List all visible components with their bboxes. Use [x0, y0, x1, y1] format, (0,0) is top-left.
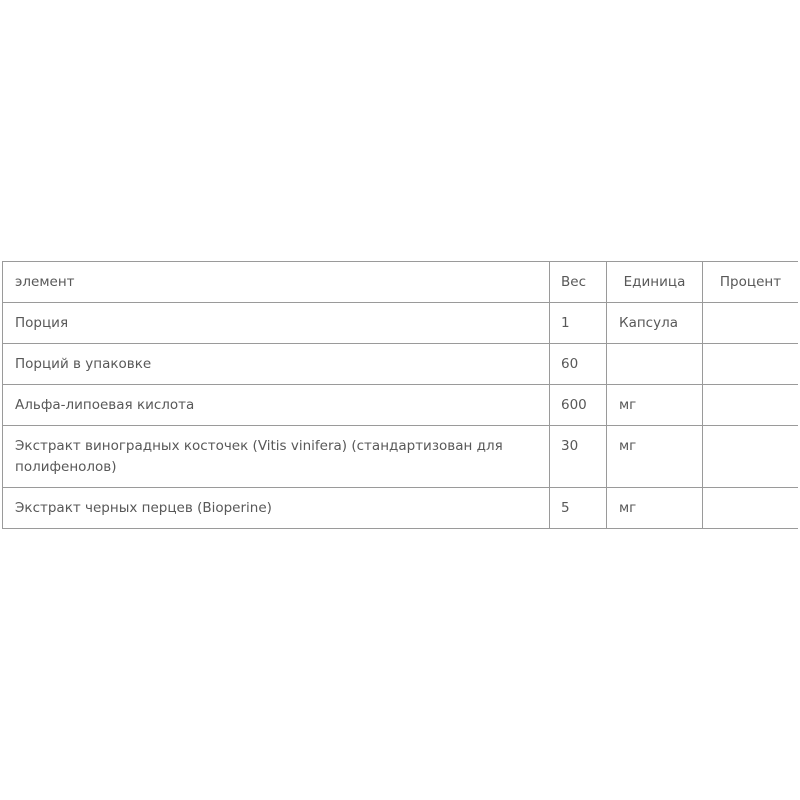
cell-element: Экстракт виноградных косточек (Vitis vinifera) (стандартизован для полифенолов) [3, 426, 550, 488]
cell-element: Порция [3, 303, 550, 344]
header-weight: Вес [550, 262, 607, 303]
cell-weight: 5 [550, 488, 607, 529]
header-element: элемент [3, 262, 550, 303]
table-row [3, 344, 799, 385]
table-row [3, 488, 799, 529]
cell-unit: мг [607, 488, 703, 529]
cell-percent [703, 385, 799, 426]
supplement-facts-table-wrapper [2, 261, 798, 540]
cell-percent [703, 303, 799, 344]
cell-element: Экстракт черных перцев (Bioperine) [3, 488, 550, 529]
header-unit: Единица [607, 262, 703, 303]
cell-element: Альфа-липоевая кислота [3, 385, 550, 426]
supplement-facts-table [2, 261, 798, 529]
cell-unit: мг [607, 385, 703, 426]
cell-unit: мг [607, 426, 703, 488]
cell-element: Порций в упаковке [3, 344, 550, 385]
cell-weight: 600 [550, 385, 607, 426]
cell-percent [703, 488, 799, 529]
table-header-row [3, 262, 799, 303]
cell-weight: 1 [550, 303, 607, 344]
cell-weight: 30 [550, 426, 607, 488]
table-row [3, 385, 799, 426]
cell-percent [703, 344, 799, 385]
cell-percent [703, 426, 799, 488]
table-row [3, 303, 799, 344]
cell-weight: 60 [550, 344, 607, 385]
header-percent: Процент [703, 262, 799, 303]
cell-unit [607, 344, 703, 385]
cell-unit: Капсула [607, 303, 703, 344]
table-row [3, 426, 799, 488]
